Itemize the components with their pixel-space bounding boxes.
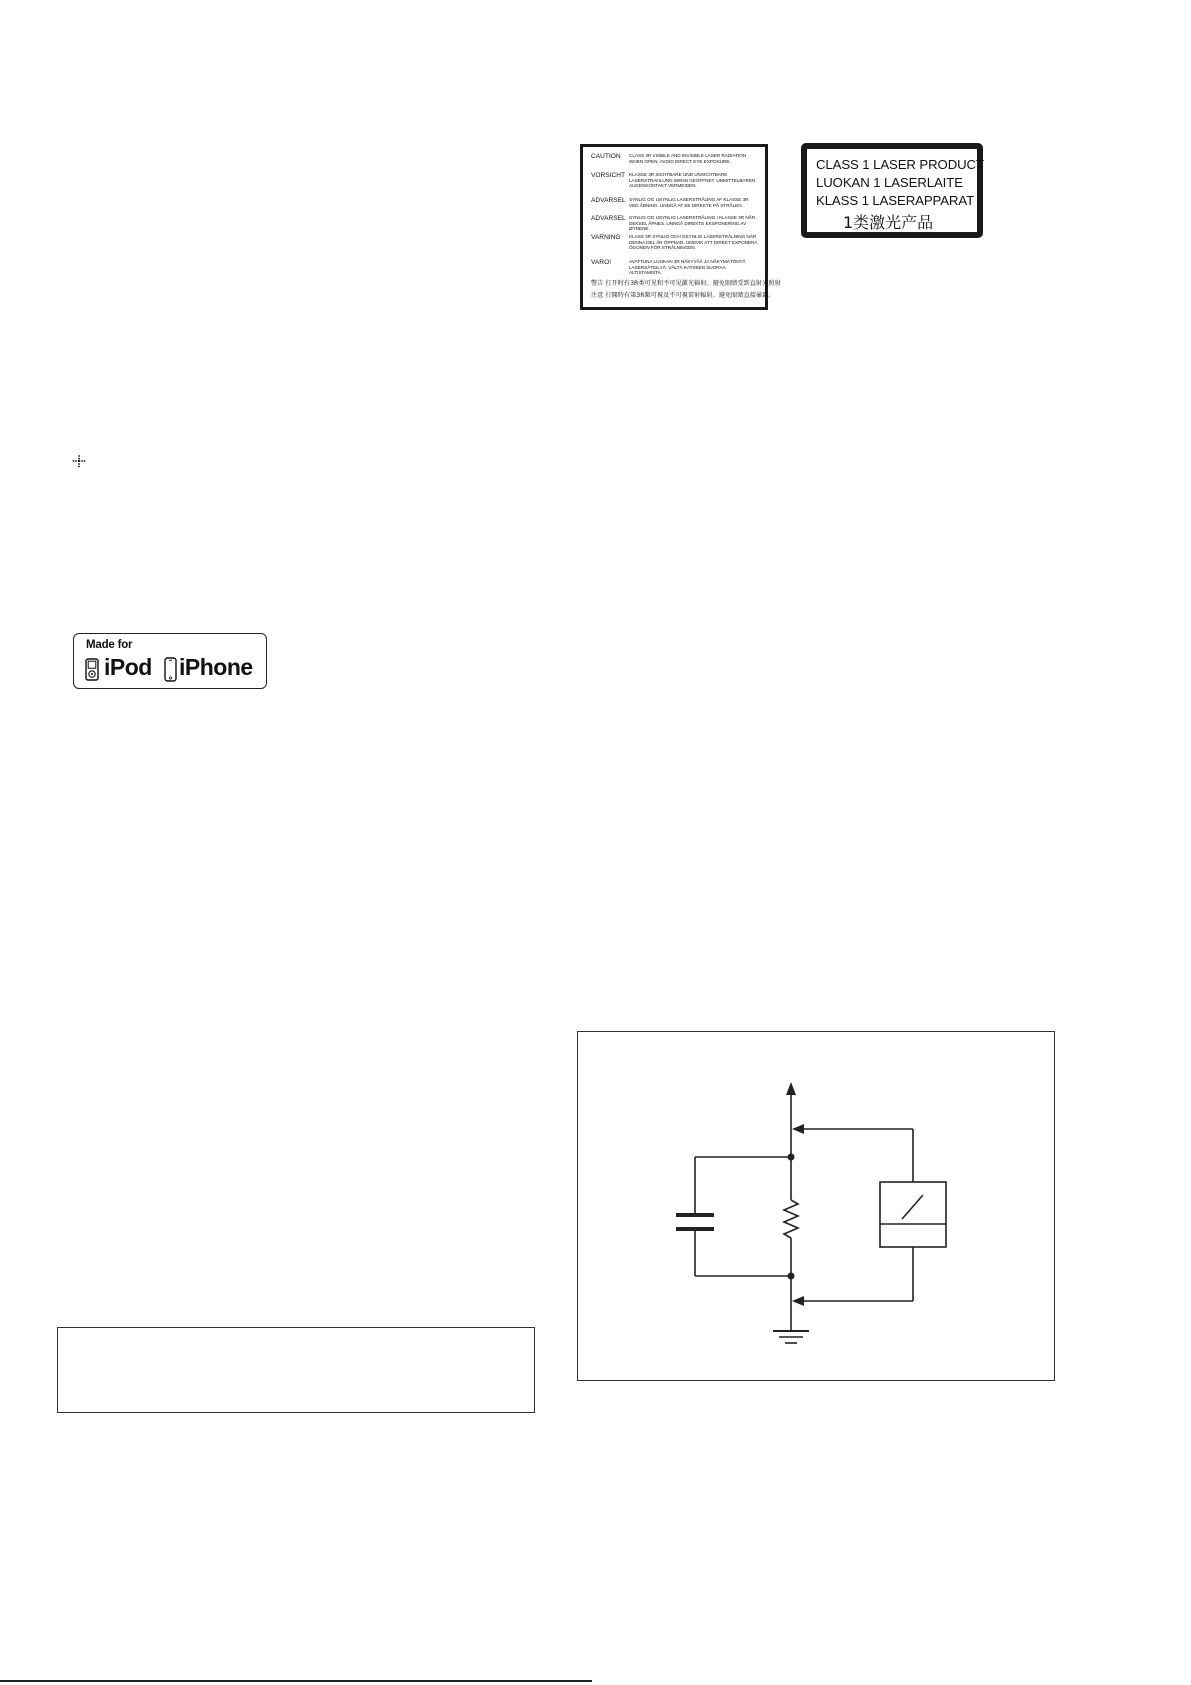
caution-row-key: VARO!	[591, 259, 612, 266]
caution-row	[591, 259, 759, 276]
caution-row-key: ADVARSEL	[591, 215, 626, 222]
crosshair-mark-icon	[71, 454, 87, 470]
caution-row-text: CLASS 3R VISIBLE AND INVISIBLE LASER RADIATION WHEN OPEN. AVOID DIRECT EYE EXPOSURE.	[629, 153, 747, 164]
caution-row	[591, 234, 759, 251]
caution-row-key: VORSICHT	[591, 172, 626, 179]
class1-line-sv: KLASS 1 LASERAPPARAT	[816, 193, 975, 208]
caution-row	[591, 197, 759, 208]
caution-row	[591, 172, 759, 189]
caution-row-text: SYNLIG OG USYNLIG LASERSTRÅLING AF KLASSE 3R VED ÅBNING. UNDGÅ AT SE DIREKTE PÅ STRÅLEN.	[629, 197, 749, 208]
made-for-ipod-iphone-badge	[73, 633, 267, 689]
caution-row-key: VARNING	[591, 234, 621, 241]
junction-dot-bottom	[788, 1273, 795, 1280]
class1-line-fi: LUOKAN 1 LASERLAITE	[816, 175, 963, 190]
caution-cn-simplified: 警告 打开时有3R类可见和不可见激光辐射。避免眼睛受到直射光照射	[591, 280, 781, 287]
probe-arrow-top-icon	[792, 1124, 804, 1134]
made-for-text: Made for	[86, 639, 133, 651]
circuit-diagram	[578, 1032, 1056, 1382]
caution-row-key: ADVARSEL	[591, 197, 626, 204]
ipod-text: iPod	[104, 654, 152, 680]
iphone-text: iPhone	[179, 654, 253, 680]
caution-row-key: CAUTION	[591, 153, 621, 160]
caution-row-text: KLASSE 3R SICHTBARE UND UNSICHTBARE LASERSTRAHLUNG WENN GEÖFFNET. UNMITTELBAREN AUGENKONTAKT VERMEIDEN.	[629, 172, 756, 189]
caution-row-text: AVATTUNA LUOKAN 3R NÄKYVÄÄ JA NÄKYMÄTÖNTÄ LASERSÄTEILYÄ. VÄLTÄ KATSEEN SUORAA ALTISTAMISTA.	[629, 259, 746, 276]
ipod-icon	[85, 658, 99, 681]
class1-line-en: CLASS 1 LASER PRODUCT	[816, 157, 984, 172]
class1-line-cn: 1类激光产品	[843, 213, 934, 232]
probe-arrow-bottom-icon	[792, 1296, 804, 1306]
caution-cn-traditional: 注意 打開時有第3R類可視及不可視雷射輻射。避免眼睛直接暴露。	[591, 292, 775, 299]
class1-laser-label	[801, 143, 983, 238]
iphone-icon	[164, 657, 177, 682]
caution-row-text: KLASS 3R SYNLIG OCH OSYNLIG LASERSTRÅLNING NÄR DENNA DEL ÄR ÖPPNAD. UNDVIK ATT DIREKT EXPONERA ÖGONEN FÖR STRÅLNINGEN.	[629, 234, 758, 251]
bottom-rule	[0, 1680, 592, 1682]
caution-laser-label	[580, 144, 781, 310]
caution-row-text: SYNLIG OG USYNLIG LASERSTRÅLING I KLASSE 3R NÅR DEKSEL ÅPNES. UNNGÅ DIREKTE EKSPONERING AV ØYNENE.	[629, 215, 756, 232]
meter-box	[880, 1182, 946, 1247]
meter-needle	[902, 1195, 923, 1219]
notice-box	[57, 1327, 535, 1413]
caution-row	[591, 215, 759, 232]
junction-dot-top	[788, 1154, 795, 1161]
circuit-diagram-frame	[577, 1031, 1055, 1381]
up-arrow-icon	[786, 1082, 796, 1095]
caution-row	[591, 153, 759, 164]
resistor-zigzag	[784, 1200, 798, 1238]
